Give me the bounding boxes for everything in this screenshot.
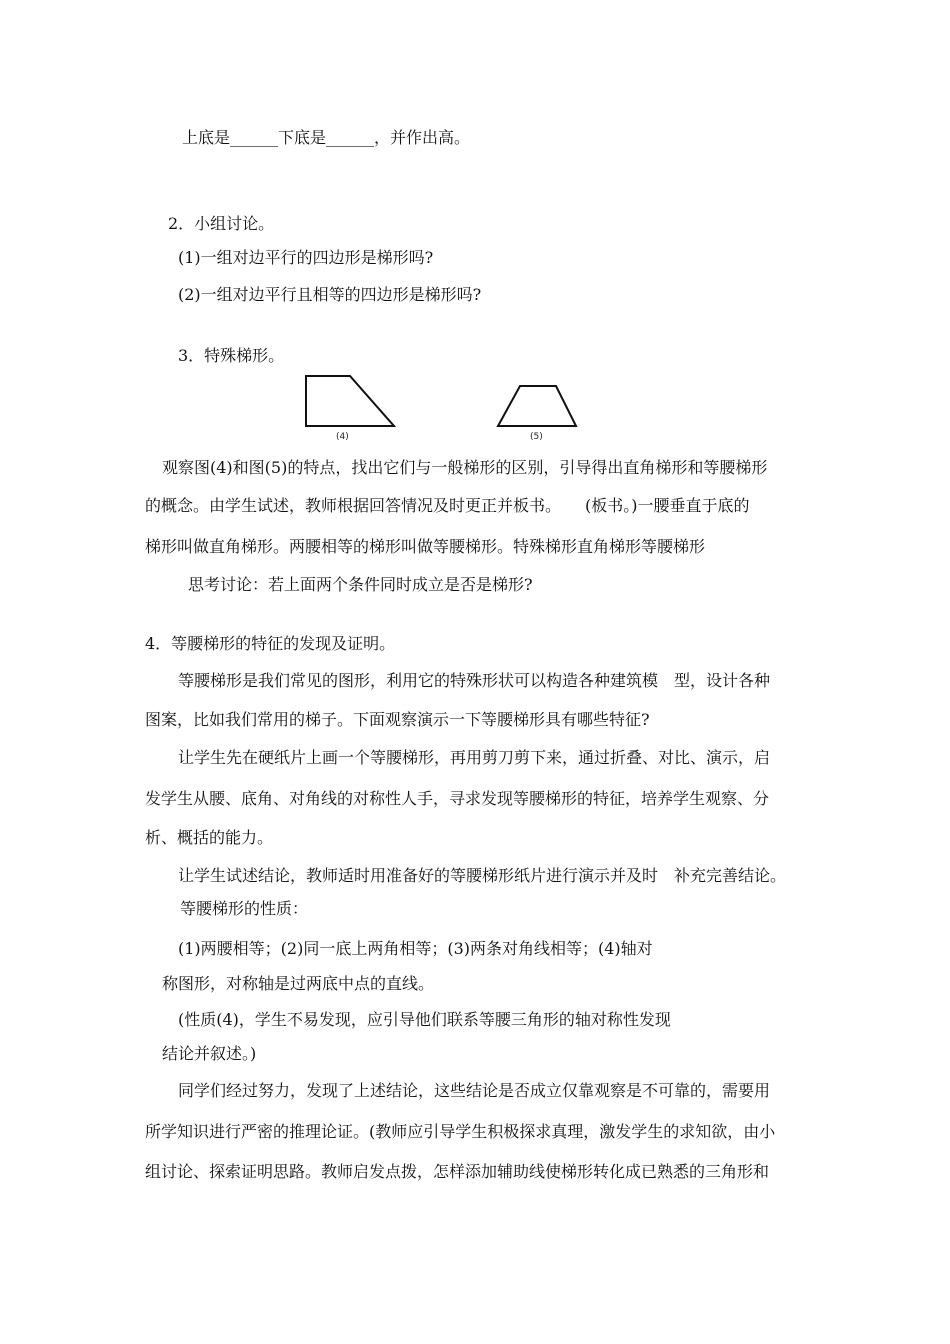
discussion-question-1: (1)一组对边平行的四边形是梯形吗? bbox=[178, 248, 434, 267]
paragraph-intro-line-1: 等腰梯形是我们常见的图形，利用它的特殊形状可以构造各种建筑模 型，设计各种 bbox=[178, 671, 771, 690]
paragraph-observe-line-2: 的概念。由学生试述，教师根据回答情况及时更正并板书。 (板书。)一腰垂直于底的 bbox=[145, 496, 750, 515]
paragraph-intro-line-2: 图案，比如我们常用的梯子。下面观察演示一下等腰梯形具有哪些特征? bbox=[145, 710, 650, 729]
section-3-heading: 3．特殊梯形。 bbox=[178, 346, 285, 365]
paragraph-proof-line-2: 所学知识进行严密的推理论证。(教师应引导学生积极探求真理，激发学生的求知欲，由小 bbox=[145, 1122, 776, 1141]
properties-heading: 等腰梯形的性质： bbox=[180, 899, 309, 918]
paragraph-activity-line-3: 析、概括的能力。 bbox=[145, 828, 274, 847]
paragraph-activity-line-1: 让学生先在硬纸片上画一个等腰梯形，再用剪刀剪下来，通过折叠、对比、演示，启 bbox=[178, 748, 771, 767]
properties-line-1: (1)两腰相等；(2)同一底上两角相等；(3)两条对角线相等；(4)轴对 bbox=[178, 939, 653, 958]
paragraph-conclusion-line-1: 让学生试述结论，教师适时用准备好的等腰梯形纸片进行演示并及时 补充完善结论。 bbox=[178, 866, 787, 885]
base-fill-line: 上底是______下底是______，并作出高。 bbox=[182, 128, 471, 147]
isosceles-trapezoid-figure bbox=[494, 382, 580, 430]
section-4-heading: 4．等腰梯形的特征的发现及证明。 bbox=[145, 634, 396, 653]
figure-5-caption: (5) bbox=[530, 432, 543, 442]
figure-4-caption: (4) bbox=[336, 432, 349, 442]
property-4-note-line-2: 结论并叙述。) bbox=[162, 1044, 257, 1063]
paragraph-proof-line-1: 同学们经过努力，发现了上述结论，这些结论是否成立仅靠观察是不可靠的，需要用 bbox=[178, 1081, 771, 1100]
properties-line-2: 称图形，对称轴是过两底中点的直线。 bbox=[162, 974, 435, 993]
paragraph-activity-line-2: 发学生从腰、底角、对角线的对称性人手，寻求发现等腰梯形的特征，培养学生观察、分 bbox=[145, 789, 770, 808]
property-4-note-line-1: (性质(4)，学生不易发现，应引导他们联系等腰三角形的轴对称性发现 bbox=[178, 1010, 671, 1029]
section-2-heading: 2．小组讨论。 bbox=[168, 214, 275, 233]
paragraph-proof-line-3: 组讨论、探索证明思路。教师启发点拨，怎样添加辅助线使梯形转化成已熟悉的三角形和 bbox=[145, 1162, 770, 1181]
paragraph-observe-line-1: 观察图(4)和图(5)的特点，找出它们与一般梯形的区别，引导得出直角梯形和等腰梯形 bbox=[162, 458, 768, 477]
thinking-discussion: 思考讨论：若上面两个条件同时成立是否是梯形? bbox=[188, 575, 533, 594]
discussion-question-2: (2)一组对边平行且相等的四边形是梯形吗? bbox=[178, 285, 482, 304]
right-trapezoid-figure bbox=[300, 372, 400, 432]
paragraph-observe-line-3: 梯形叫做直角梯形。两腰相等的梯形叫做等腰梯形。特殊梯形直角梯形等腰梯形 bbox=[145, 537, 706, 556]
